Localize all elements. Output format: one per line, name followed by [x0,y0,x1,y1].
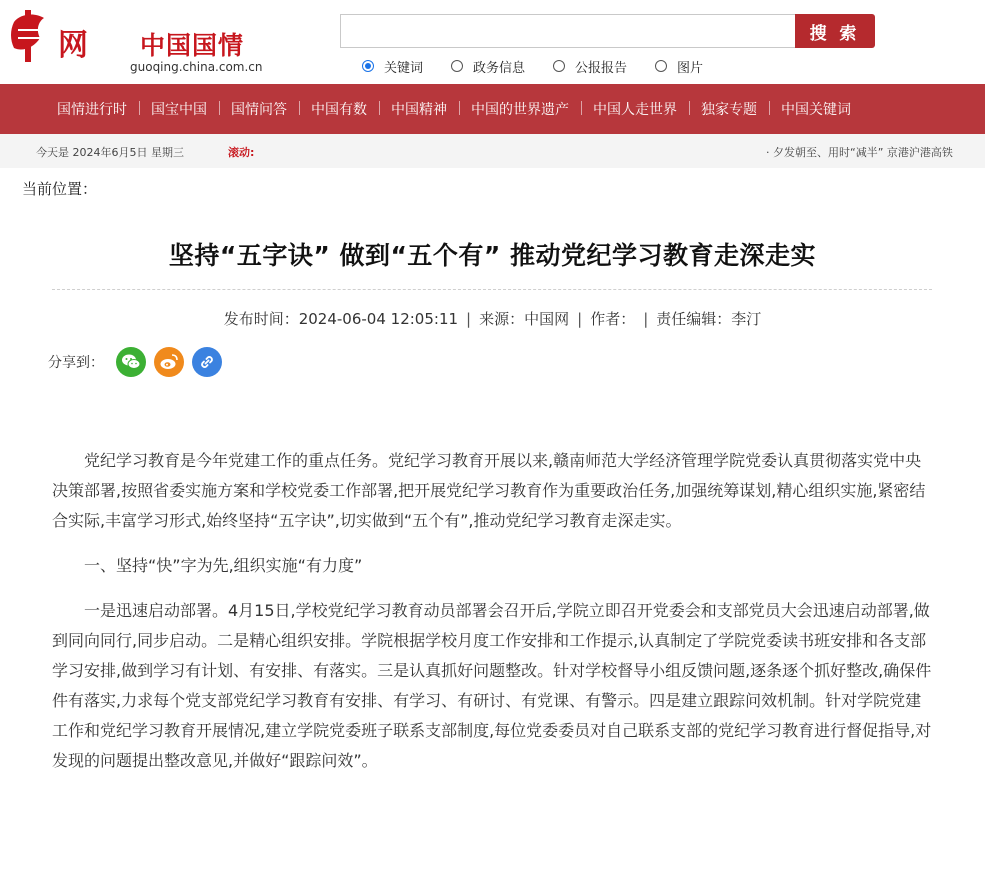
search-option-label: 政务信息 [473,60,526,76]
link-share-icon[interactable] [192,347,222,377]
site-logo[interactable] [8,8,263,78]
article-section-heading: 一、坚持“快”字为先,组织实施“有力度” [84,556,363,575]
logo-name: 中国国情 [140,31,245,60]
china-logo-icon [8,8,50,64]
weibo-share-icon[interactable] [154,347,184,377]
article-paragraph: 党纪学习教育是今年党建工作的重点任务。党纪学习教育开展以来,赣南师范大学经济管理学院党委认真贯彻落实党中央决策部署,按照省委实施方案和学校党委工作部署,把开展党纪学习教育作为重要政治任务,加强统筹谋划,精心组织实施,紧密结合实际,丰富学习形式,始终坚持“五字诀”,切实做到“五个有”,推动党纪学习教育走深走实。 [52,451,926,530]
radio-icon[interactable] [655,60,667,72]
meta-separator: | [466,310,472,328]
search-input[interactable] [340,14,796,48]
main-nav [0,84,985,134]
current-date: 今天是 2024年6月5日 星期三 [36,146,184,159]
author-label: 作者： [590,310,636,328]
meta-separator: | [577,310,583,328]
wechat-share-icon[interactable] [116,347,146,377]
radio-icon[interactable] [553,60,565,72]
radio-selected-icon[interactable] [362,60,374,72]
nav-item-chinese-world[interactable]: 中国人走世界 [581,99,689,119]
article-title: 坚持“五字诀” 做到“五个有” 推动党纪学习教育走深走实 [168,241,817,270]
site-header [0,0,985,84]
source-label: 来源： [479,310,525,328]
editor-value: 李汀 [731,310,762,328]
nav-item-qa[interactable]: 国情问答 [219,99,299,119]
publish-label: 发布时间： [223,310,299,328]
nav-item-keywords[interactable]: 中国关键词 [769,99,863,119]
search-option-label: 公报报告 [575,60,628,76]
title-divider [52,289,932,290]
search-option-label: 关键词 [384,60,424,76]
search-options [362,56,731,76]
radio-icon[interactable] [451,60,463,72]
info-bar [0,134,985,168]
publish-time: 2024-06-04 12:05:11 [298,310,459,328]
search-option-label: 图片 [677,60,704,76]
nav-item-guoqing-now[interactable]: 国情进行时 [57,102,127,118]
search-option-keyword[interactable] [362,56,423,76]
breadcrumb: 当前位置： [22,180,98,198]
source-value: 中国网 [524,310,570,328]
nav-item-china-spirit[interactable]: 中国精神 [379,99,459,119]
meta-separator: | [643,310,649,328]
nav-item-world-heritage[interactable]: 中国的世界遗产 [459,99,581,119]
logo-domain: guoqing.china.com.cn [130,60,263,74]
news-ticker[interactable]: · 夕发朝至、用时“减半” 京港沪港高铁 [766,146,953,159]
article-meta [0,308,985,329]
scroll-label: 滚动: [228,146,255,159]
wechat-icon [121,353,141,371]
editor-label: 责任编辑： [656,310,732,328]
search-option-government[interactable] [451,56,525,76]
search-button[interactable]: 搜 索 [795,14,875,48]
logo-word: 网 [58,28,87,63]
nav-item-china-data[interactable]: 中国有数 [299,99,379,119]
search-option-images[interactable] [655,56,703,76]
nav-item-national-treasure[interactable]: 国宝中国 [139,99,219,119]
article-paragraph: 一是迅速启动部署。4月15日,学校党纪学习教育动员部署会召开后,学院立即召开党委会和支部党员大会迅速启动部署,做到同向同行,同步启动。二是精心组织安排。学院根据学校月度工作安排和工作提示,认真制定了学院党委读书班安排和各支部学习安排,做到学习有计划、有安排、有落实。三是认真抓好问题整改。针对学校督导小组反馈问题,逐条逐个抓好整改,确保件件有落实,力求每个党支部党纪学习教育有安排、有学习、有研讨、有党课、有警示。四是建立跟踪问效机制。针对学院党建工作和党纪学习教育开展情况,建立学院党委班子联系支部制度,每位党委委员对自己联系支部的党纪学习教育进行督促指导,对发现的问题提出整改意见,并做好“跟踪问效”。 [52,601,932,770]
link-icon [198,353,216,371]
article-body [52,446,932,791]
share-label: 分享到： [48,355,104,371]
share-bar [48,347,222,377]
search-bar [340,14,876,50]
weibo-icon [159,353,179,371]
search-option-reports[interactable] [553,56,627,76]
nav-item-special[interactable]: 独家专题 [689,99,769,119]
